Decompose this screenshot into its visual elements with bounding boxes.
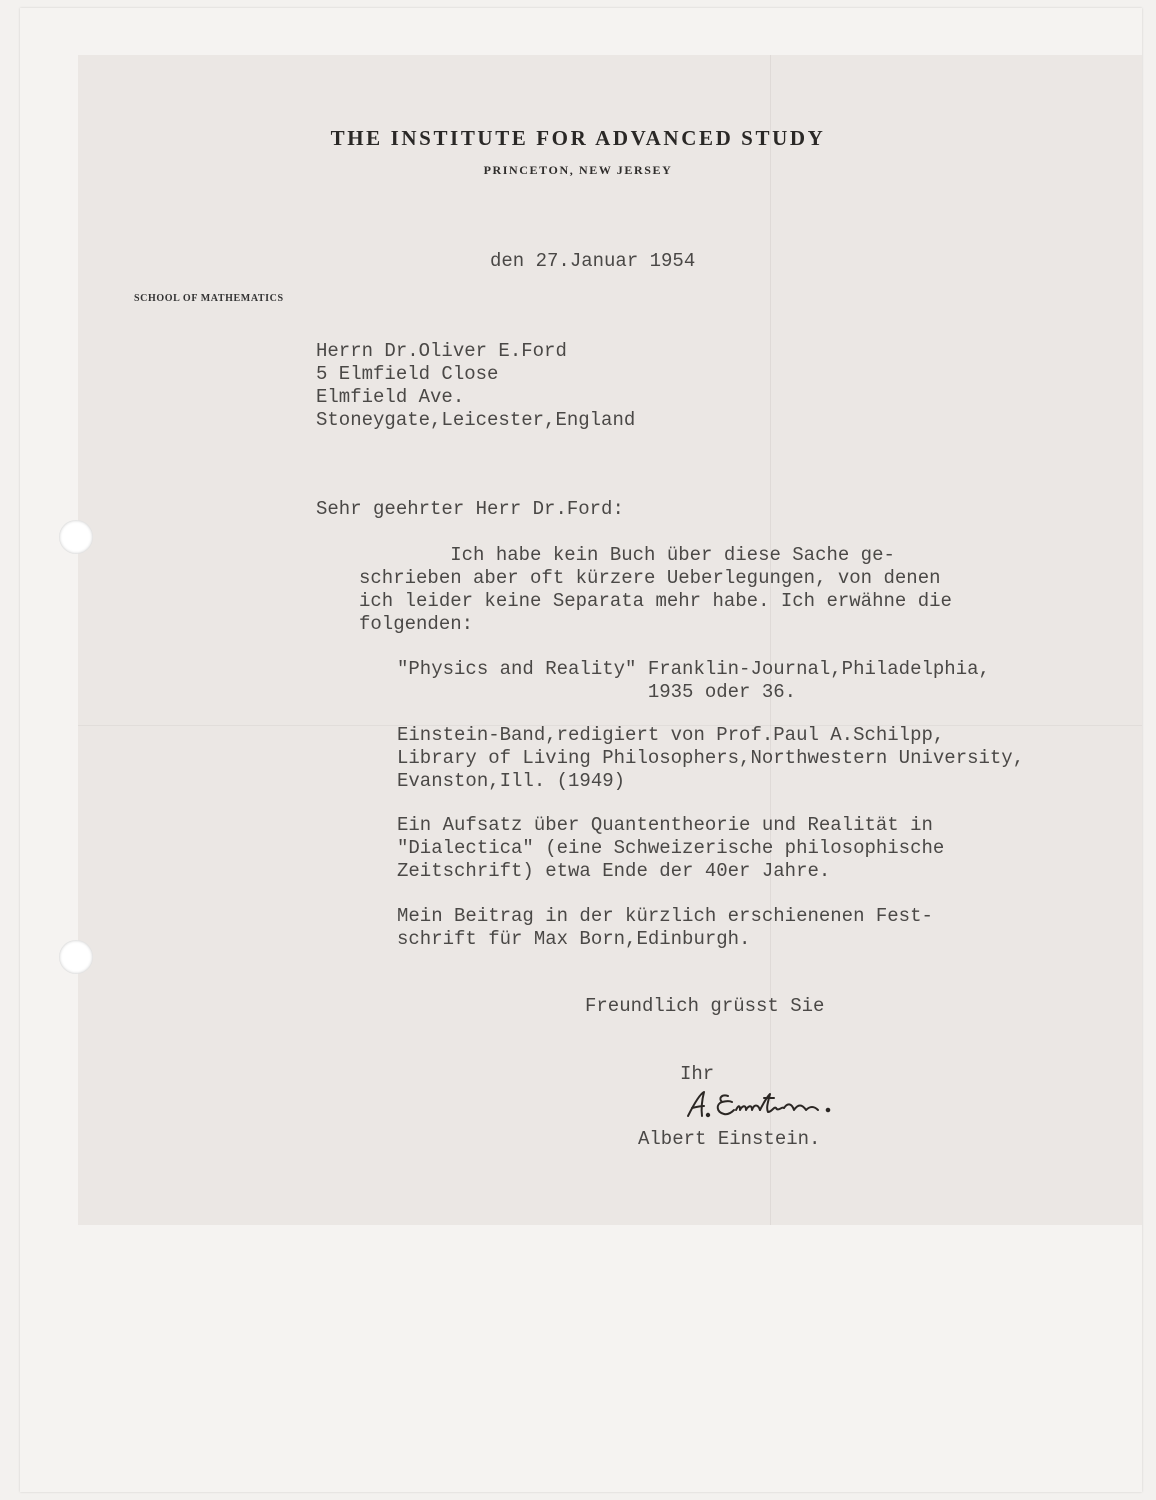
letter-date: den 27.Januar 1954 bbox=[490, 250, 696, 272]
reference-line: Einstein-Band,redigiert von Prof.Paul A.Schilpp, bbox=[397, 724, 945, 746]
closing-ihr: Ihr bbox=[680, 1063, 715, 1085]
address-line: Herrn Dr.Oliver E.Ford bbox=[316, 340, 567, 362]
reference-line: Zeitschrift) etwa Ende der 40er Jahre. bbox=[397, 860, 831, 882]
closing-phrase: Freundlich grüsst Sie bbox=[585, 995, 825, 1017]
address-line: Elmfield Ave. bbox=[316, 386, 465, 408]
reference-line: "Physics and Reality" Franklin-Journal,Philadelphia, bbox=[397, 658, 990, 680]
body-line: ich leider keine Separata mehr habe. Ich erwähne die bbox=[359, 590, 952, 612]
punch-hole-top bbox=[59, 520, 93, 554]
signer-name: Albert Einstein. bbox=[638, 1128, 821, 1150]
body-line: Ich habe kein Buch über diese Sache ge- bbox=[359, 544, 895, 566]
reference-line: "Dialectica" (eine Schweizerische philosophische bbox=[397, 837, 945, 859]
body-line: schrieben aber oft kürzere Ueberlegungen, von denen bbox=[359, 567, 941, 589]
letterhead-subtitle: PRINCETON, NEW JERSEY bbox=[483, 163, 673, 177]
reference-line: Ein Aufsatz über Quantentheorie und Realität in bbox=[397, 814, 933, 836]
handwritten-signature bbox=[682, 1086, 862, 1126]
reference-line: Evanston,Ill. (1949) bbox=[397, 770, 626, 792]
reference-line: Mein Beitrag in der kürzlich erschienenen Fest- bbox=[397, 905, 933, 927]
address-line: 5 Elmfield Close bbox=[316, 363, 499, 385]
department-label: SCHOOL OF MATHEMATICS bbox=[134, 293, 284, 304]
address-line: Stoneygate,Leicester,England bbox=[316, 409, 636, 431]
paper-tone-area bbox=[78, 55, 1142, 1225]
fold-line-vertical bbox=[770, 55, 771, 1225]
salutation: Sehr geehrter Herr Dr.Ford: bbox=[316, 498, 624, 520]
punch-hole-bottom bbox=[59, 940, 93, 974]
reference-line: 1935 oder 36. bbox=[397, 681, 797, 703]
body-line: folgenden: bbox=[359, 613, 474, 635]
letterhead-title: THE INSTITUTE FOR ADVANCED STUDY bbox=[330, 126, 826, 150]
reference-line: Library of Living Philosophers,Northwestern University, bbox=[397, 747, 1025, 769]
reference-line: schrift für Max Born,Edinburgh. bbox=[397, 928, 751, 950]
